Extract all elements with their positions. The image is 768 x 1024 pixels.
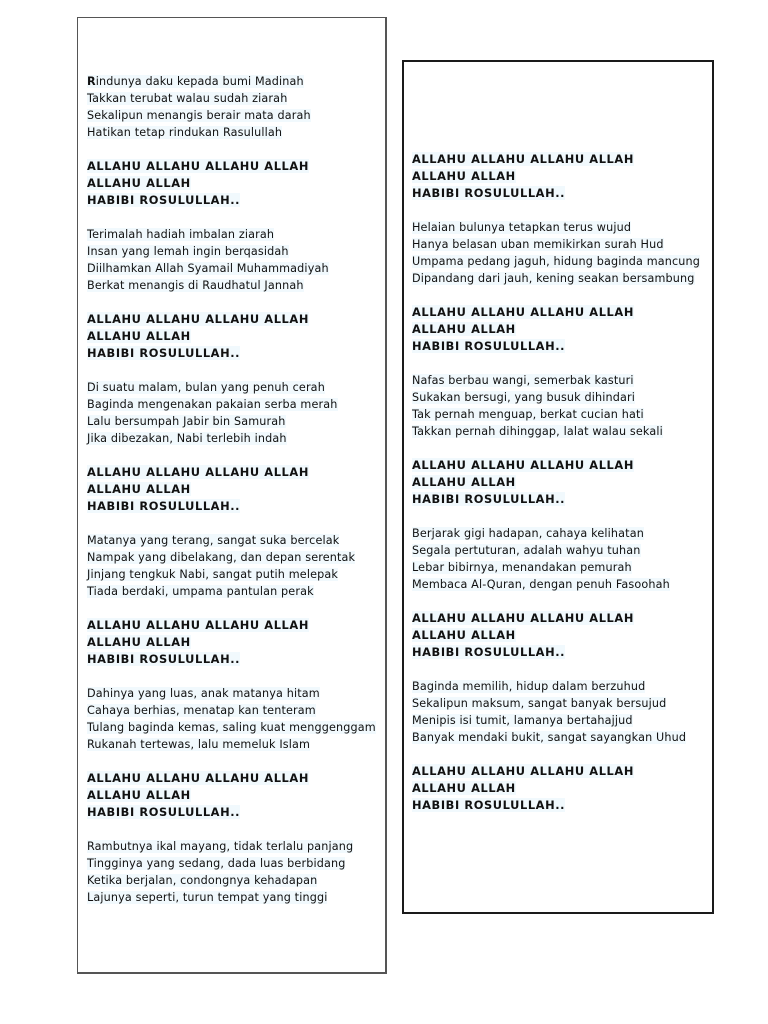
chorus-line-text: HABIBI ROSULULLAH.. — [412, 645, 566, 659]
verse-line — [412, 695, 700, 712]
verse-7 — [412, 219, 700, 287]
verse-line-text: Jinjang tengkuk Nabi, sangat putih melepak — [87, 568, 338, 581]
verse-line — [87, 702, 376, 719]
verse-line — [412, 372, 700, 389]
chorus — [87, 770, 376, 821]
chorus — [412, 304, 700, 355]
verse-line-text: Helaian bulunya tetapkan terus wujud — [412, 221, 632, 234]
verse-line-text: Hatikan tetap rindukan Rasulullah — [87, 126, 283, 139]
verse-line-text: Berjarak gigi hadapan, cahaya kelihatan — [412, 527, 644, 540]
verse-line-text: Rukanah tertewas, lalu memeluk Islam — [87, 738, 311, 751]
verse-line-text: Cahaya berhias, menatap kan tenteram — [87, 704, 316, 717]
chorus-line-text: ALLAHU ALLAH — [87, 329, 191, 343]
verse-line — [87, 107, 376, 124]
verse-line — [412, 270, 700, 287]
verse-line-text: Baginda memilih, hidup dalam berzuhud — [412, 680, 646, 693]
verse-line — [87, 413, 376, 430]
verse-5 — [87, 685, 376, 753]
chorus-line-text: HABIBI ROSULULLAH.. — [87, 652, 241, 666]
verse-4 — [87, 532, 376, 600]
lyrics-right-content — [412, 151, 700, 831]
chorus-line — [412, 185, 700, 202]
chorus — [412, 763, 700, 814]
chorus-line-text: ALLAHU ALLAH — [87, 788, 191, 802]
verse-line — [87, 124, 376, 141]
chorus-line — [87, 481, 376, 498]
verse-line — [87, 889, 376, 906]
chorus-line — [412, 151, 700, 168]
chorus-line — [412, 304, 700, 321]
chorus — [87, 311, 376, 362]
chorus-line-text: ALLAHU ALLAH — [87, 635, 191, 649]
verse-line-text: Baginda mengenakan pakaian serba merah — [87, 398, 338, 411]
verse-line — [87, 549, 376, 566]
verse-line-text: Dahinya yang luas, anak matanya hitam — [87, 687, 320, 700]
chorus — [87, 617, 376, 668]
chorus-line-text: ALLAHU ALLAH — [412, 781, 516, 795]
verse-line — [87, 379, 376, 396]
chorus-line — [412, 797, 700, 814]
verse-line-text: Lebar bibirnya, menandakan pemurah — [412, 561, 632, 574]
chorus-line — [412, 321, 700, 338]
chorus-line-text: HABIBI ROSULULLAH.. — [87, 499, 241, 513]
verse-line — [412, 729, 700, 746]
chorus-line — [87, 328, 376, 345]
verse-line — [412, 678, 700, 695]
chorus-line — [412, 491, 700, 508]
chorus-line — [87, 464, 376, 481]
chorus-line-text: HABIBI ROSULULLAH.. — [87, 805, 241, 819]
chorus-line — [87, 192, 376, 209]
verse-line-text: Matanya yang terang, sangat suka bercelak — [87, 534, 340, 547]
verse-line — [87, 277, 376, 294]
chorus-line-text: ALLAHU ALLAHU ALLAHU ALLAH — [87, 771, 309, 785]
verse-line — [412, 236, 700, 253]
verse-line-text: Insan yang lemah ingin berqasidah — [87, 245, 289, 258]
chorus-line — [412, 457, 700, 474]
verse-line — [412, 576, 700, 593]
chorus-line — [412, 338, 700, 355]
chorus-line-text: ALLAHU ALLAHU ALLAHU ALLAH — [87, 312, 309, 326]
chorus-line-text: HABIBI ROSULULLAH.. — [87, 193, 241, 207]
verse-line-text: Takkan terubat walau sudah ziarah — [87, 92, 288, 105]
chorus-line-text: ALLAHU ALLAHU ALLAHU ALLAH — [412, 305, 634, 319]
verse-line-text: Ketika berjalan, condongnya kehadapan — [87, 874, 318, 887]
verse-line-text: Tulang baginda kemas, saling kuat menggenggam — [87, 721, 376, 734]
verse-line — [87, 430, 376, 447]
verse-line — [87, 736, 376, 753]
lyrics-page-right — [402, 60, 714, 914]
chorus — [412, 610, 700, 661]
verse-1 — [87, 73, 376, 141]
chorus-line — [412, 168, 700, 185]
chorus-line-text: ALLAHU ALLAH — [412, 322, 516, 336]
chorus-line-text: ALLAHU ALLAHU ALLAHU ALLAH — [412, 611, 634, 625]
chorus-line — [412, 610, 700, 627]
chorus-line — [412, 627, 700, 644]
lyrics-left-content — [87, 73, 376, 923]
verse-line — [87, 532, 376, 549]
verse-line-text: Dipandang dari jauh, kening seakan bersambung — [412, 272, 695, 285]
chorus-line — [87, 175, 376, 192]
verse-line-text: Terimalah hadiah imbalan ziarah — [87, 228, 275, 241]
chorus-line-text: HABIBI ROSULULLAH.. — [87, 346, 241, 360]
verse-line-text: Tingginya yang sedang, dada luas berbidang — [87, 857, 346, 870]
chorus-line-text: ALLAHU ALLAHU ALLAHU ALLAH — [412, 764, 634, 778]
chorus-line-text: ALLAHU ALLAH — [412, 628, 516, 642]
verse-line-text: Tak pernah menguap, berkat cucian hati — [412, 408, 644, 421]
chorus-line-text: HABIBI ROSULULLAH.. — [412, 186, 566, 200]
verse-line-text: Tiada berdaki, umpama pantulan perak — [87, 585, 314, 598]
chorus-line-text: ALLAHU ALLAHU ALLAHU ALLAH — [412, 458, 634, 472]
verse-line-text: Sekalipun maksum, sangat banyak bersujud — [412, 697, 667, 710]
verse-line — [412, 712, 700, 729]
verse-3 — [87, 379, 376, 447]
verse-line-text: Jika dibezakan, Nabi terlebih indah — [87, 432, 287, 445]
verse-line-text: Lajunya seperti, turun tempat yang tinggi — [87, 891, 328, 904]
verse-line-text: Diilhamkan Allah Syamail Muhammadiyah — [87, 262, 329, 275]
chorus-line-text: HABIBI ROSULULLAH.. — [412, 492, 566, 506]
verse-line-text: Segala pertuturan, adalah wahyu tuhan — [412, 544, 641, 557]
chorus — [412, 151, 700, 202]
chorus-line-text: ALLAHU ALLAHU ALLAHU ALLAH — [412, 152, 634, 166]
chorus-line — [87, 617, 376, 634]
lyrics-page-left — [77, 17, 387, 974]
chorus-line-text: ALLAHU ALLAHU ALLAHU ALLAH — [87, 465, 309, 479]
verse-line-text: Di suatu malam, bulan yang penuh cerah — [87, 381, 325, 394]
verse-line — [412, 423, 700, 440]
chorus-line-text: ALLAHU ALLAHU ALLAHU ALLAH — [87, 159, 309, 173]
verse-10 — [412, 678, 700, 746]
verse-line-text: Berkat menangis di Raudhatul Jannah — [87, 279, 304, 292]
chorus-line-text: ALLAHU ALLAH — [412, 169, 516, 183]
chorus-line — [87, 634, 376, 651]
verse-line-text: Umpama pedang jaguh, hidung baginda mancung — [412, 255, 701, 268]
drop-cap: R — [87, 75, 96, 88]
chorus-line — [412, 763, 700, 780]
verse-line — [87, 73, 376, 90]
verse-line-text: Sukakan bersugi, yang busuk dihindari — [412, 391, 636, 404]
chorus-line — [412, 644, 700, 661]
verse-line-text: Lalu bersumpah Jabir bin Samurah — [87, 415, 286, 428]
verse-line — [87, 583, 376, 600]
verse-line-text: Banyak mendaki bukit, sangat sayangkan Uhud — [412, 731, 687, 744]
verse-line-text: Sekalipun menangis berair mata darah — [87, 109, 311, 122]
chorus-line — [87, 770, 376, 787]
verse-9 — [412, 525, 700, 593]
chorus-line — [87, 311, 376, 328]
verse-6 — [87, 838, 376, 906]
chorus-line — [87, 804, 376, 821]
chorus-line-text: HABIBI ROSULULLAH.. — [412, 798, 566, 812]
chorus-line-text: ALLAHU ALLAHU ALLAHU ALLAH — [87, 618, 309, 632]
chorus-line — [87, 787, 376, 804]
chorus — [87, 158, 376, 209]
verse-line — [87, 260, 376, 277]
verse-line-text: Takkan pernah dihinggap, lalat walau sekali — [412, 425, 663, 438]
verse-line-text: Membaca Al-Quran, dengan penuh Fasoohah — [412, 578, 670, 591]
verse-line — [87, 226, 376, 243]
verse-line — [87, 396, 376, 413]
verse-line-text: indunya daku kepada bumi Madinah — [95, 75, 304, 88]
verse-line — [412, 253, 700, 270]
verse-line — [87, 566, 376, 583]
chorus-line — [87, 651, 376, 668]
verse-line — [412, 559, 700, 576]
chorus-line-text: ALLAHU ALLAH — [87, 482, 191, 496]
chorus — [87, 464, 376, 515]
verse-line — [412, 406, 700, 423]
verse-line-text: Nafas berbau wangi, semerbak kasturi — [412, 374, 634, 387]
chorus-line — [412, 780, 700, 797]
verse-line — [412, 219, 700, 236]
verse-line — [87, 855, 376, 872]
verse-line — [87, 838, 376, 855]
chorus-line-text: ALLAHU ALLAH — [412, 475, 516, 489]
verse-line-text: Nampak yang dibelakang, dan depan serentak — [87, 551, 356, 564]
verse-line — [412, 542, 700, 559]
verse-line-text: Rambutnya ikal mayang, tidak terlalu panjang — [87, 840, 354, 853]
chorus-line-text: HABIBI ROSULULLAH.. — [412, 339, 566, 353]
chorus-line — [87, 158, 376, 175]
verse-line — [412, 525, 700, 542]
verse-line — [412, 389, 700, 406]
chorus-line — [87, 345, 376, 362]
verse-2 — [87, 226, 376, 294]
verse-line — [87, 685, 376, 702]
verse-line — [87, 90, 376, 107]
verse-line-text: Menipis isi tumit, lamanya bertahajjud — [412, 714, 633, 727]
chorus — [412, 457, 700, 508]
verse-8 — [412, 372, 700, 440]
verse-line — [87, 719, 376, 736]
chorus-line — [412, 474, 700, 491]
verse-line — [87, 243, 376, 260]
verse-line-text: Hanya belasan uban memikirkan surah Hud — [412, 238, 664, 251]
chorus-line-text: ALLAHU ALLAH — [87, 176, 191, 190]
chorus-line — [87, 498, 376, 515]
verse-line — [87, 872, 376, 889]
